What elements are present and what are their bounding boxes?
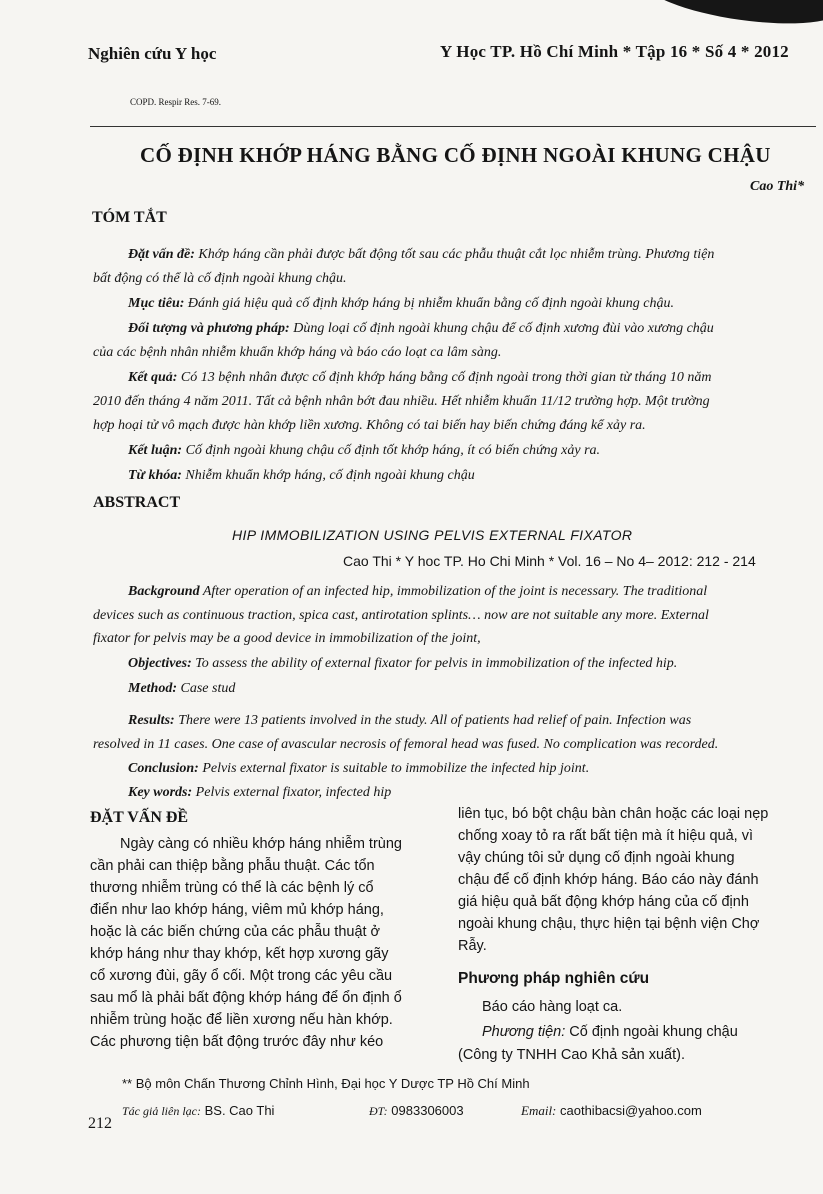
email-address: caothibacsi@yahoo.com <box>556 1103 702 1118</box>
muc-tieu-label: Mục tiêu: <box>128 296 185 311</box>
left-column-line: điển như lao khớp háng, viêm mủ khớp háng, <box>90 902 384 918</box>
means-label: Phương tiện: <box>482 1024 566 1040</box>
results-line-1: Results: There were 13 patients involved in the study. All of patients had relief of pain. Infection was <box>128 713 692 728</box>
means-line-2: (Công ty TNHH Cao Khả sản xuất). <box>458 1047 685 1063</box>
tu-khoa-line: Từ khóa: Nhiễm khuẩn khớp háng, cố định ngoài khung chậu <box>128 468 475 483</box>
results-label: Results: <box>128 713 175 728</box>
left-column-line: sau mổ là phải bất động khớp háng để ổn định ổ <box>90 990 402 1006</box>
conclusion-label: Conclusion: <box>128 761 199 776</box>
dat-van-de-line-1: Đặt vấn đề: Khớp háng cần phải được bất động tốt sau các phẫu thuật cắt lọc nhiễm trùng. Phương tiện <box>128 247 715 262</box>
background-line-1: Background After operation of an infected hip, immobilization of the joint is necessary. The traditional <box>128 584 708 599</box>
footnote-contact <box>122 1100 274 1119</box>
ket-qua-line-3: hợp hoại tử vô mạch được hàn khớp liền xương. Không có tai biến hay biến chứng đáng kể xảy ra. <box>93 418 646 433</box>
article-title: CỐ ĐỊNH KHỚP HÁNG BẰNG CỐ ĐỊNH NGOÀI KHUNG CHẬU <box>140 143 771 167</box>
author: Cao Thi* <box>750 179 805 194</box>
doi-tuong-line-1: Đối tượng và phương pháp: Dùng loại cố định ngoài khung chậu để cố định xương đùi vào xương chậu <box>128 321 714 336</box>
scan-corner-shadow <box>640 0 823 34</box>
reference-fragment: COPD. Respir Res. 7-69. <box>130 97 222 107</box>
abstract-heading: ABSTRACT <box>93 494 181 511</box>
left-column-line: cần phải can thiệp bằng phẫu thuật. Các tổn <box>90 858 375 874</box>
right-column-line: liên tục, bó bột chậu bàn chân hoặc các loại nẹp <box>458 806 769 822</box>
header-rule <box>90 126 816 127</box>
ket-qua-line-1: Kết quả: Có 13 bệnh nhân được cố định khớp háng bằng cố định ngoài trong thời gian từ tháng 10 năm <box>128 370 712 385</box>
abstract-title: HIP IMMOBILIZATION USING PELVIS EXTERNAL FIXATOR <box>232 527 633 543</box>
right-column-line: chậu để cố định khớp háng. Báo cáo này đánh <box>458 872 759 888</box>
results-line-2: resolved in 11 cases. One case of avascular necrosis of femoral head was fused. No complication was recorded. <box>93 737 719 752</box>
means-line-1: Phương tiện: Cố định ngoài khung chậu <box>482 1024 738 1040</box>
background-line-3: fixator for pelvis may be a good device in immobilization of the joint, <box>93 631 481 646</box>
dat-van-de-label: Đặt vấn đề: <box>128 247 195 262</box>
method-line: Method: Case stud <box>128 681 236 696</box>
objectives-line: Objectives: To assess the ability of external fixator for pelvis in immobilization of the infected hip. <box>128 656 678 671</box>
left-column-line: cổ xương đùi, gãy ổ cối. Một trong các yêu cầu <box>90 968 393 984</box>
method-type: Báo cáo hàng loạt ca. <box>482 999 623 1015</box>
tu-khoa-label: Từ khóa: <box>128 468 182 483</box>
conclusion-line: Conclusion: Pelvis external fixator is suitable to immobilize the infected hip joint. <box>128 761 590 776</box>
left-column-line: Ngày càng có nhiều khớp háng nhiễm trùng <box>120 836 402 852</box>
method-label: Method: <box>128 681 177 696</box>
footnote-email <box>521 1100 702 1119</box>
left-column-line: Các phương tiện bất động trước đây như kéo <box>90 1034 384 1050</box>
left-column-line: hoặc là các biến chứng của các phẫu thuật ở <box>90 924 381 940</box>
doi-tuong-line-2: của các bệnh nhân nhiễm khuẩn khớp háng và báo cáo loạt ca lâm sàng. <box>93 345 502 360</box>
section-dat-van-de: ĐẶT VẤN ĐỀ <box>90 809 189 826</box>
dat-van-de-line-2: bất động có thể là cố định ngoài khung chậu. <box>93 271 347 286</box>
journal-issue: Y Học TP. Hồ Chí Minh * Tập 16 * Số 4 * 2012 <box>440 42 789 61</box>
right-column-line: ngoài khung chậu, thực hiện tại bệnh viện Chợ <box>458 916 760 932</box>
left-column-line: nhiễm trùng hoặc để liền xương nếu hàn khớp. <box>90 1012 393 1028</box>
abstract-citation: Cao Thi * Y hoc TP. Ho Chi Minh * Vol. 16 – No 4– 2012: 212 - 214 <box>343 553 756 569</box>
ket-luan-label: Kết luận: <box>128 443 183 458</box>
right-column-line: Rẫy. <box>458 938 487 954</box>
page-number: 212 <box>88 1115 112 1132</box>
section-phuong-phap: Phương pháp nghiên cứu <box>458 970 650 987</box>
phone-label: ĐT: <box>369 1104 388 1118</box>
doi-tuong-label: Đối tượng và phương pháp: <box>128 321 290 336</box>
left-column-line: thương nhiễm trùng có thể là các bệnh lý cổ <box>90 880 374 896</box>
keywords-line: Key words: Pelvis external fixator, infected hip <box>128 785 392 800</box>
contact-name: BS. Cao Thi <box>200 1103 275 1118</box>
footnote-phone <box>369 1100 464 1119</box>
left-column-line: khớp háng như thay khớp, kết hợp xương gãy <box>90 946 389 962</box>
ket-luan-line: Kết luận: Cố định ngoài khung chậu cố định tốt khớp háng, ít có biến chứng xảy ra. <box>128 443 601 458</box>
right-column-line: vậy chúng tôi sử dụng cố định ngoài khung <box>458 850 735 866</box>
right-column-line: giá hiệu quả bất động khớp háng của cố định <box>458 894 749 910</box>
background-line-2: devices such as continuous traction, spica cast, antirotation splints… now are not suitable any more. External <box>93 608 709 623</box>
keywords-label: Key words: <box>128 785 193 800</box>
ket-qua-line-2: 2010 đến tháng 4 năm 2011. Tất cả bệnh nhân bớt đau nhiều. Hết nhiễm khuẩn 11/12 trường hợp. Một trường <box>93 394 710 409</box>
email-label: Email: <box>521 1103 557 1118</box>
right-column-line: chống xoay tỏ ra rất bất tiện mà ít hiệu quả, vì <box>458 828 754 844</box>
tomtat-heading: TÓM TẮT <box>92 209 167 226</box>
objectives-label: Objectives: <box>128 656 192 671</box>
background-label: Background <box>128 584 200 599</box>
journal-section: Nghiên cứu Y học <box>88 44 217 63</box>
phone-number: 0983306003 <box>387 1103 464 1118</box>
footnote-affiliation: ** Bộ môn Chấn Thương Chỉnh Hình, Đại học Y Dược TP Hồ Chí Minh <box>122 1076 530 1091</box>
muc-tieu-line: Mục tiêu: Đánh giá hiệu quả cố định khớp háng bị nhiễm khuẩn bằng cố định ngoài khung chậu. <box>128 296 675 311</box>
ket-qua-label: Kết quả: <box>128 370 178 385</box>
contact-label: Tác giả liên lạc: <box>122 1104 201 1118</box>
